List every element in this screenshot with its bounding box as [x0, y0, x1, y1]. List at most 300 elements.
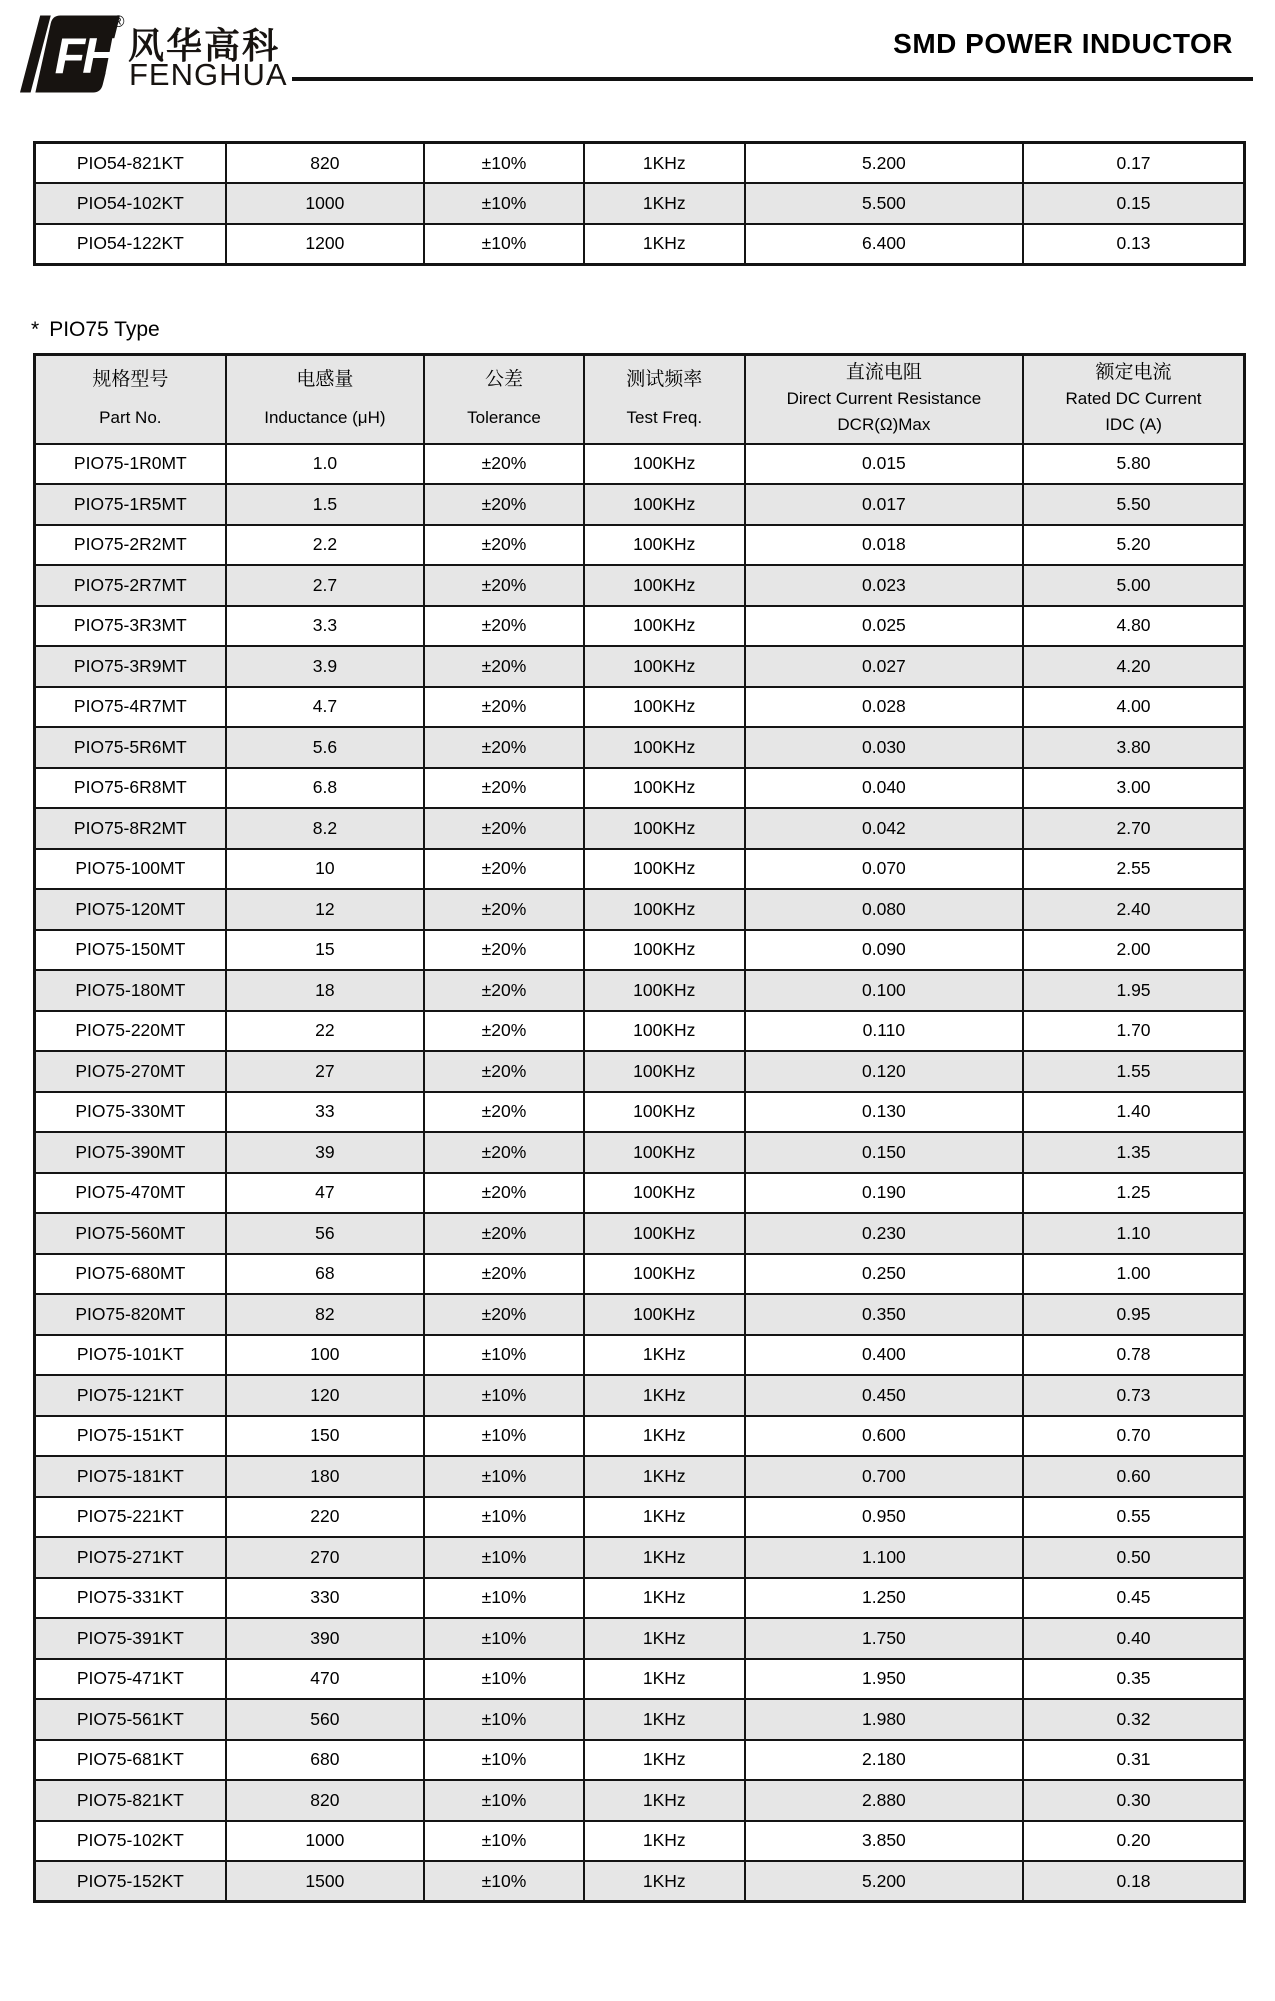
table-row — [35, 525, 1245, 566]
value-cell: 1.25 — [1023, 1173, 1244, 1214]
fenghua-logo-icon — [20, 12, 120, 96]
value-cell: ±20% — [424, 1132, 584, 1173]
table-row — [35, 646, 1245, 687]
value-cell: 1.250 — [745, 1578, 1023, 1619]
part-no-cell: PIO75-331KT — [35, 1578, 226, 1619]
value-cell: 1500 — [226, 1861, 424, 1902]
value-cell: 0.350 — [745, 1294, 1023, 1335]
value-cell: 2.880 — [745, 1780, 1023, 1821]
part-no-cell: PIO75-681KT — [35, 1740, 226, 1781]
value-cell: 6.8 — [226, 768, 424, 809]
value-cell: ±20% — [424, 808, 584, 849]
value-cell: 100KHz — [584, 606, 745, 647]
table-row — [35, 224, 1245, 265]
value-cell: 1KHz — [584, 1375, 745, 1416]
table-row — [35, 1821, 1245, 1862]
part-no-cell: PIO75-181KT — [35, 1456, 226, 1497]
table-row — [35, 1092, 1245, 1133]
table-row — [35, 1335, 1245, 1376]
value-cell: 100KHz — [584, 1294, 745, 1335]
value-cell: ±10% — [424, 1780, 584, 1821]
value-cell: 0.230 — [745, 1213, 1023, 1254]
part-no-cell: PIO75-102KT — [35, 1821, 226, 1862]
value-cell: 390 — [226, 1618, 424, 1659]
value-cell: ±10% — [424, 1861, 584, 1902]
value-cell: 1.55 — [1023, 1051, 1244, 1092]
value-cell: 5.00 — [1023, 565, 1244, 606]
value-cell: 8.2 — [226, 808, 424, 849]
value-cell: 100KHz — [584, 1254, 745, 1295]
value-cell: ±20% — [424, 727, 584, 768]
part-no-cell: PIO75-6R8MT — [35, 768, 226, 809]
value-cell: 47 — [226, 1173, 424, 1214]
value-cell: 0.100 — [745, 970, 1023, 1011]
table-row — [35, 727, 1245, 768]
value-cell: 470 — [226, 1659, 424, 1700]
column-header-part-no — [35, 355, 226, 444]
part-no-cell: PIO75-560MT — [35, 1213, 226, 1254]
value-cell: ±20% — [424, 565, 584, 606]
table-row — [35, 444, 1245, 485]
column-header-tolerance — [424, 355, 584, 444]
value-cell: 0.950 — [745, 1497, 1023, 1538]
part-no-cell: PIO75-3R3MT — [35, 606, 226, 647]
part-no-cell: PIO75-470MT — [35, 1173, 226, 1214]
part-no-cell: PIO75-151KT — [35, 1416, 226, 1457]
value-cell: 1KHz — [584, 1618, 745, 1659]
value-cell: 0.20 — [1023, 1821, 1244, 1862]
header-en-label: Part No. — [99, 408, 162, 428]
value-cell: 0.70 — [1023, 1416, 1244, 1457]
value-cell: 2.00 — [1023, 930, 1244, 971]
value-cell: ±20% — [424, 1092, 584, 1133]
column-header-dcr — [745, 355, 1023, 444]
table-row — [35, 1578, 1245, 1619]
value-cell: ±20% — [424, 687, 584, 728]
value-cell: 1.5 — [226, 484, 424, 525]
value-cell: 5.50 — [1023, 484, 1244, 525]
value-cell: 0.070 — [745, 849, 1023, 890]
value-cell: ±10% — [424, 1497, 584, 1538]
value-cell: 100KHz — [584, 1011, 745, 1052]
column-header-inductance — [226, 355, 424, 444]
value-cell: 100KHz — [584, 849, 745, 890]
table-row — [35, 1537, 1245, 1578]
part-no-cell: PIO75-471KT — [35, 1659, 226, 1700]
header-cn-label: 规格型号 — [92, 369, 169, 391]
value-cell: 68 — [226, 1254, 424, 1295]
part-no-cell: PIO75-2R7MT — [35, 565, 226, 606]
value-cell: 0.95 — [1023, 1294, 1244, 1335]
part-no-cell: PIO75-821KT — [35, 1780, 226, 1821]
value-cell: 100KHz — [584, 889, 745, 930]
value-cell: 0.110 — [745, 1011, 1023, 1052]
table-row — [35, 1173, 1245, 1214]
value-cell: 1KHz — [584, 1861, 745, 1902]
value-cell: ±20% — [424, 1254, 584, 1295]
value-cell: 100KHz — [584, 727, 745, 768]
value-cell: 100KHz — [584, 1092, 745, 1133]
value-cell: 560 — [226, 1699, 424, 1740]
value-cell: 0.025 — [745, 606, 1023, 647]
header-cn-label: 测试频率 — [626, 369, 703, 391]
value-cell: 100KHz — [584, 1132, 745, 1173]
value-cell: 0.017 — [745, 484, 1023, 525]
header-cn-label: 公差 — [484, 369, 523, 391]
value-cell: 0.18 — [1023, 1861, 1244, 1902]
value-cell: 1000 — [226, 1821, 424, 1862]
value-cell: ±20% — [424, 1011, 584, 1052]
value-cell: 330 — [226, 1578, 424, 1619]
value-cell: 56 — [226, 1213, 424, 1254]
part-no-cell: PIO75-152KT — [35, 1861, 226, 1902]
value-cell: 1.10 — [1023, 1213, 1244, 1254]
value-cell: ±10% — [424, 1416, 584, 1457]
table-row — [35, 1011, 1245, 1052]
column-header-idc — [1023, 355, 1244, 444]
value-cell: 1KHz — [584, 1780, 745, 1821]
column-header-test-freq — [584, 355, 745, 444]
brand-name-chinese: 风华高科 — [128, 25, 281, 66]
value-cell: 2.70 — [1023, 808, 1244, 849]
table-row — [35, 1497, 1245, 1538]
part-no-cell: PIO75-271KT — [35, 1537, 226, 1578]
value-cell: 39 — [226, 1132, 424, 1173]
table-row — [35, 1375, 1245, 1416]
value-cell: ±20% — [424, 606, 584, 647]
table-header-row — [35, 355, 1245, 444]
value-cell: 0.400 — [745, 1335, 1023, 1376]
table-row — [35, 768, 1245, 809]
value-cell: 820 — [226, 1780, 424, 1821]
value-cell: 3.850 — [745, 1821, 1023, 1862]
header-divider — [292, 77, 1253, 81]
value-cell: 15 — [226, 930, 424, 971]
value-cell: 100KHz — [584, 525, 745, 566]
value-cell: 2.55 — [1023, 849, 1244, 890]
part-no-cell: PIO75-180MT — [35, 970, 226, 1011]
pio54-spec-table — [33, 141, 1246, 266]
value-cell: ±10% — [424, 143, 584, 184]
section-heading — [31, 318, 160, 342]
value-cell: 270 — [226, 1537, 424, 1578]
table-row — [35, 1456, 1245, 1497]
value-cell: 100KHz — [584, 1173, 745, 1214]
value-cell: 100KHz — [584, 930, 745, 971]
table-row — [35, 1132, 1245, 1173]
value-cell: 1.95 — [1023, 970, 1244, 1011]
header-en-label: Tolerance — [467, 408, 541, 428]
part-no-cell: PIO75-220MT — [35, 1011, 226, 1052]
value-cell: 0.55 — [1023, 1497, 1244, 1538]
value-cell: 1.0 — [226, 444, 424, 485]
part-no-cell: PIO54-821KT — [35, 143, 226, 184]
brand-name-english: FENGHUA — [129, 57, 288, 92]
value-cell: 5.200 — [745, 143, 1023, 184]
value-cell: 1.00 — [1023, 1254, 1244, 1295]
value-cell: 0.700 — [745, 1456, 1023, 1497]
value-cell: 1KHz — [584, 1335, 745, 1376]
value-cell: 4.80 — [1023, 606, 1244, 647]
value-cell: ±10% — [424, 1375, 584, 1416]
header-en-label: Test Freq. — [626, 408, 703, 428]
value-cell: 5.500 — [745, 183, 1023, 224]
value-cell: 1KHz — [584, 1416, 745, 1457]
value-cell: 0.35 — [1023, 1659, 1244, 1700]
value-cell: 1000 — [226, 183, 424, 224]
value-cell: 1.980 — [745, 1699, 1023, 1740]
value-cell: ±20% — [424, 484, 584, 525]
table-row — [35, 143, 1245, 184]
value-cell: 1KHz — [584, 143, 745, 184]
value-cell: 100KHz — [584, 484, 745, 525]
value-cell: 1KHz — [584, 1821, 745, 1862]
value-cell: 0.40 — [1023, 1618, 1244, 1659]
table-row — [35, 1861, 1245, 1902]
value-cell: ±20% — [424, 1294, 584, 1335]
value-cell: 0.027 — [745, 646, 1023, 687]
header-en-label: Inductance (μH) — [264, 408, 386, 428]
value-cell: 6.400 — [745, 224, 1023, 265]
value-cell: ±20% — [424, 768, 584, 809]
value-cell: 2.180 — [745, 1740, 1023, 1781]
value-cell: 1.950 — [745, 1659, 1023, 1700]
table-row — [35, 183, 1245, 224]
value-cell: 0.030 — [745, 727, 1023, 768]
part-no-cell: PIO75-680MT — [35, 1254, 226, 1295]
value-cell: 100KHz — [584, 687, 745, 728]
value-cell: ±10% — [424, 1456, 584, 1497]
value-cell: 0.32 — [1023, 1699, 1244, 1740]
value-cell: 0.080 — [745, 889, 1023, 930]
value-cell: 1KHz — [584, 224, 745, 265]
table-row — [35, 889, 1245, 930]
part-no-cell: PIO75-8R2MT — [35, 808, 226, 849]
value-cell: 0.450 — [745, 1375, 1023, 1416]
value-cell: 0.250 — [745, 1254, 1023, 1295]
table-row — [35, 1618, 1245, 1659]
header-en-label: Rated DC Current — [1065, 389, 1202, 409]
value-cell: 10 — [226, 849, 424, 890]
value-cell: 100 — [226, 1335, 424, 1376]
header-cn-label: 额定电流 — [1095, 362, 1172, 384]
part-no-cell: PIO75-1R0MT — [35, 444, 226, 485]
part-no-cell: PIO75-820MT — [35, 1294, 226, 1335]
value-cell: 1.100 — [745, 1537, 1023, 1578]
value-cell: ±10% — [424, 1659, 584, 1700]
value-cell: ±10% — [424, 1537, 584, 1578]
table-row — [35, 606, 1245, 647]
table-row — [35, 930, 1245, 971]
value-cell: 5.200 — [745, 1861, 1023, 1902]
value-cell: 3.3 — [226, 606, 424, 647]
part-no-cell: PIO75-121KT — [35, 1375, 226, 1416]
table-row — [35, 808, 1245, 849]
value-cell: 0.120 — [745, 1051, 1023, 1092]
part-no-cell: PIO75-120MT — [35, 889, 226, 930]
value-cell: 0.028 — [745, 687, 1023, 728]
value-cell: ±10% — [424, 1740, 584, 1781]
value-cell: ±10% — [424, 1699, 584, 1740]
table-row — [35, 1740, 1245, 1781]
value-cell: 0.150 — [745, 1132, 1023, 1173]
value-cell: 0.45 — [1023, 1578, 1244, 1619]
section-heading-label: PIO75 Type — [49, 318, 160, 341]
value-cell: 0.130 — [745, 1092, 1023, 1133]
value-cell: 100KHz — [584, 444, 745, 485]
value-cell: 0.018 — [745, 525, 1023, 566]
part-no-cell: PIO75-4R7MT — [35, 687, 226, 728]
value-cell: 1.750 — [745, 1618, 1023, 1659]
value-cell: 1KHz — [584, 1537, 745, 1578]
value-cell: 3.80 — [1023, 727, 1244, 768]
value-cell: 82 — [226, 1294, 424, 1335]
part-no-cell: PIO75-390MT — [35, 1132, 226, 1173]
value-cell: 100KHz — [584, 646, 745, 687]
value-cell: ±20% — [424, 646, 584, 687]
value-cell: 100KHz — [584, 808, 745, 849]
value-cell: ±20% — [424, 1173, 584, 1214]
part-no-cell: PIO75-270MT — [35, 1051, 226, 1092]
part-no-cell: PIO75-391KT — [35, 1618, 226, 1659]
value-cell: 100KHz — [584, 1213, 745, 1254]
value-cell: 1KHz — [584, 1740, 745, 1781]
value-cell: 1KHz — [584, 1578, 745, 1619]
value-cell: 0.042 — [745, 808, 1023, 849]
pio75-spec-table — [33, 353, 1246, 1903]
value-cell: 1KHz — [584, 183, 745, 224]
page-title: SMD POWER INDUCTOR — [893, 28, 1233, 59]
value-cell: ±10% — [424, 224, 584, 265]
value-cell: 0.15 — [1023, 183, 1244, 224]
value-cell: 820 — [226, 143, 424, 184]
value-cell: 100KHz — [584, 970, 745, 1011]
value-cell: 0.17 — [1023, 143, 1244, 184]
table-row — [35, 1699, 1245, 1740]
value-cell: 5.6 — [226, 727, 424, 768]
value-cell: 22 — [226, 1011, 424, 1052]
value-cell: 0.015 — [745, 444, 1023, 485]
value-cell: 1KHz — [584, 1659, 745, 1700]
table-row — [35, 849, 1245, 890]
value-cell: ±10% — [424, 1578, 584, 1619]
table-row — [35, 1659, 1245, 1700]
value-cell: 1200 — [226, 224, 424, 265]
value-cell: 4.20 — [1023, 646, 1244, 687]
value-cell: ±10% — [424, 1821, 584, 1862]
value-cell: ±20% — [424, 889, 584, 930]
part-no-cell: PIO75-150MT — [35, 930, 226, 971]
value-cell: 33 — [226, 1092, 424, 1133]
value-cell: 5.80 — [1023, 444, 1244, 485]
part-no-cell: PIO75-100MT — [35, 849, 226, 890]
part-no-cell: PIO54-122KT — [35, 224, 226, 265]
value-cell: 120 — [226, 1375, 424, 1416]
value-cell: ±20% — [424, 1051, 584, 1092]
table-row — [35, 1051, 1245, 1092]
value-cell: 4.7 — [226, 687, 424, 728]
table-row — [35, 1780, 1245, 1821]
value-cell: 100KHz — [584, 768, 745, 809]
value-cell: ±10% — [424, 183, 584, 224]
value-cell: 100KHz — [584, 1051, 745, 1092]
value-cell: 2.40 — [1023, 889, 1244, 930]
value-cell: 150 — [226, 1416, 424, 1457]
value-cell: 1KHz — [584, 1456, 745, 1497]
value-cell: 1.35 — [1023, 1132, 1244, 1173]
value-cell: ±10% — [424, 1618, 584, 1659]
part-no-cell: PIO75-221KT — [35, 1497, 226, 1538]
part-no-cell: PIO75-330MT — [35, 1092, 226, 1133]
value-cell: 0.78 — [1023, 1335, 1244, 1376]
svg-text:FH: FH — [54, 28, 116, 85]
value-cell: 100KHz — [584, 565, 745, 606]
value-cell: 0.13 — [1023, 224, 1244, 265]
part-no-cell: PIO75-3R9MT — [35, 646, 226, 687]
table-row — [35, 565, 1245, 606]
value-cell: ±20% — [424, 525, 584, 566]
value-cell: 0.600 — [745, 1416, 1023, 1457]
value-cell: 1.40 — [1023, 1092, 1244, 1133]
part-no-cell: PIO75-561KT — [35, 1699, 226, 1740]
header-sub-label: IDC (A) — [1105, 415, 1162, 435]
table-row — [35, 687, 1245, 728]
value-cell: ±20% — [424, 930, 584, 971]
asterisk-bullet: * — [31, 318, 40, 341]
table-row — [35, 484, 1245, 525]
value-cell: 0.31 — [1023, 1740, 1244, 1781]
value-cell: 3.00 — [1023, 768, 1244, 809]
value-cell: 2.7 — [226, 565, 424, 606]
table-row — [35, 1294, 1245, 1335]
part-no-cell: PIO75-2R2MT — [35, 525, 226, 566]
value-cell: 1KHz — [584, 1699, 745, 1740]
part-no-cell: PIO75-1R5MT — [35, 484, 226, 525]
part-no-cell: PIO54-102KT — [35, 183, 226, 224]
value-cell: 220 — [226, 1497, 424, 1538]
value-cell: ±20% — [424, 849, 584, 890]
value-cell: 680 — [226, 1740, 424, 1781]
value-cell: ±10% — [424, 1335, 584, 1376]
header-cn-label: 直流电阻 — [845, 362, 922, 384]
value-cell: 0.30 — [1023, 1780, 1244, 1821]
value-cell: 27 — [226, 1051, 424, 1092]
value-cell: 2.2 — [226, 525, 424, 566]
part-no-cell: PIO75-101KT — [35, 1335, 226, 1376]
table-row — [35, 970, 1245, 1011]
value-cell: ±20% — [424, 444, 584, 485]
table-row — [35, 1416, 1245, 1457]
value-cell: 180 — [226, 1456, 424, 1497]
header-en-label: Direct Current Resistance — [786, 389, 982, 409]
value-cell: ±20% — [424, 970, 584, 1011]
header-cn-label: 电感量 — [296, 369, 354, 391]
part-no-cell: PIO75-5R6MT — [35, 727, 226, 768]
value-cell: 0.023 — [745, 565, 1023, 606]
value-cell: 0.73 — [1023, 1375, 1244, 1416]
value-cell: 0.040 — [745, 768, 1023, 809]
value-cell: 12 — [226, 889, 424, 930]
value-cell: ±20% — [424, 1213, 584, 1254]
value-cell: 1KHz — [584, 1497, 745, 1538]
value-cell: 0.50 — [1023, 1537, 1244, 1578]
table-row — [35, 1254, 1245, 1295]
table-row — [35, 1213, 1245, 1254]
value-cell: 18 — [226, 970, 424, 1011]
value-cell: 0.60 — [1023, 1456, 1244, 1497]
value-cell: 4.00 — [1023, 687, 1244, 728]
header-sub-label: DCR(Ω)Max — [837, 415, 931, 435]
